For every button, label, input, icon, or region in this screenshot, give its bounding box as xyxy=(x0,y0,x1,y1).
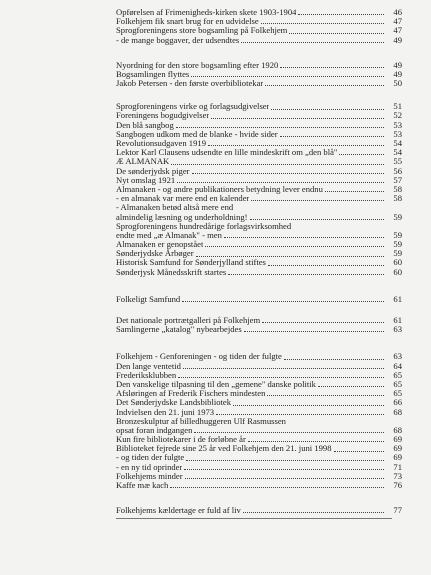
toc-entry-title: Folkehjems kældertage er fuld af liv xyxy=(116,506,241,516)
toc-entry-title: Folkehjem - Genforeningen - og tiden der fulgte xyxy=(116,352,282,362)
toc-page-number: 66 xyxy=(393,397,402,408)
dot-leader xyxy=(211,118,384,119)
toc-entry xyxy=(116,434,402,445)
toc-entry xyxy=(116,229,402,240)
toc-entry xyxy=(116,119,402,130)
toc-entry-title: Almanaken - og andre publikationers betydning lever endnu xyxy=(116,184,323,194)
dot-leader xyxy=(298,14,384,15)
toc-entry xyxy=(116,110,402,121)
toc-entry xyxy=(116,424,402,435)
dot-leader xyxy=(268,265,384,266)
toc-page-number: 64 xyxy=(393,360,402,371)
toc-page-number: 54 xyxy=(393,138,402,149)
toc-entry-title: Sprogforeningens virke og forlagsudgivelser xyxy=(116,102,270,112)
toc-page-number: 65 xyxy=(393,388,402,399)
toc-entry-title: Kun fire bibliotekarer i de forløbne år xyxy=(116,435,246,445)
toc-entry-title: Folkeligt Samfund xyxy=(116,294,181,304)
toc-entry xyxy=(116,203,386,212)
toc-entry xyxy=(116,78,402,89)
dot-leader xyxy=(267,395,384,396)
toc-entry-title: - en ny tid oprinder xyxy=(116,462,183,472)
dot-leader xyxy=(205,246,384,247)
dot-leader xyxy=(233,405,384,406)
toc-page-number: 47 xyxy=(393,16,402,27)
dot-leader xyxy=(334,451,384,452)
dot-leader xyxy=(248,441,384,442)
toc-entry xyxy=(116,174,402,185)
toc-page-number: 56 xyxy=(393,165,402,176)
toc-entry-title: - en almanak var mere end en kalender xyxy=(116,194,250,204)
toc-entry-title: Folkehjem fik snart brug for en udvidelse xyxy=(116,17,259,27)
toc-entry-title: Folkehjems minder xyxy=(116,471,183,481)
toc-entry xyxy=(116,147,402,158)
toc-page-number: 59 xyxy=(393,229,402,240)
toc-page-number: 47 xyxy=(393,25,402,36)
toc-entry-title: Revolutionsudgaven 1919 xyxy=(116,139,206,149)
toc-entry xyxy=(116,34,402,45)
toc-entry-title: Opførelsen af Frimenigheds-kirken skete 1903-1904 xyxy=(116,7,297,17)
dot-leader xyxy=(235,210,384,211)
toc-page-number: 58 xyxy=(393,193,402,204)
dot-leader xyxy=(250,219,384,220)
dot-leader xyxy=(280,136,384,137)
toc-entry xyxy=(116,59,402,70)
toc-entry xyxy=(116,248,402,259)
toc-page-number: 76 xyxy=(393,480,402,491)
toc-entry-title: Sangbogen udkom med de blanke - hvide sider xyxy=(116,129,278,139)
toc-entry-title: De sønderjydsk piger xyxy=(116,166,190,176)
toc-entry xyxy=(116,193,402,204)
toc-entry-title: Sønderjysk Månedsskrift startes xyxy=(116,267,227,277)
toc-entry-title: Det Sønderjydske Landsbibliotek xyxy=(116,398,232,408)
toc-page-number: 65 xyxy=(393,378,402,389)
toc-entry-title: endte med „æ Almanak" - men xyxy=(116,230,222,240)
toc-entry xyxy=(116,6,402,17)
dot-leader xyxy=(318,386,384,387)
toc-entry xyxy=(116,324,402,335)
toc-entry-title: Den blå sangbog xyxy=(116,120,174,130)
toc-page-number: 65 xyxy=(393,369,402,380)
dot-leader xyxy=(192,173,384,174)
dot-leader xyxy=(194,432,384,433)
dot-leader xyxy=(243,512,384,513)
toc-entry-title: Biblioteket fejrede sine 25 år ved Folkehjem den 21. juni 1998 xyxy=(116,444,332,454)
dot-leader xyxy=(191,76,384,77)
toc-page-number: 49 xyxy=(393,34,402,45)
toc-entry-title: Jakob Petersen - den første overbibliotekar xyxy=(116,79,264,89)
toc-page-number: 69 xyxy=(393,443,402,454)
toc-page-number: 60 xyxy=(393,266,402,277)
toc-entry-title: almindelig læsning og underholdning! xyxy=(116,212,248,222)
toc-entry xyxy=(116,293,402,304)
toc-entry-title: Sønderjydske Årbøger xyxy=(116,249,194,259)
toc-entry-title: Bogsamlingen flyttes xyxy=(116,69,190,79)
toc-page-number: 58 xyxy=(393,183,402,194)
toc-entry xyxy=(116,68,402,79)
toc-page-number: 59 xyxy=(393,211,402,222)
toc-entry-title: Lektor Karl Clausens udsendte en lille mindeskrift om „den blå" xyxy=(116,148,338,158)
toc-entry-title: Æ ALMANAK xyxy=(116,157,170,167)
dot-leader xyxy=(244,331,384,332)
bottom-rule xyxy=(116,518,392,519)
dot-leader xyxy=(288,423,384,424)
dot-leader xyxy=(251,200,384,201)
toc-page-number: 53 xyxy=(393,128,402,139)
dot-leader xyxy=(224,237,384,238)
toc-page-number: 55 xyxy=(393,156,402,167)
toc-entry xyxy=(116,369,402,380)
dot-leader xyxy=(208,145,384,146)
toc-entry-title: Sprogforeningens hundredårige forlagsvirksomhed xyxy=(116,221,292,231)
dot-leader xyxy=(177,182,384,183)
dot-leader xyxy=(171,164,384,165)
toc-entry xyxy=(116,417,386,426)
toc-entry-title: Nyt omslag 1921 xyxy=(116,175,176,185)
toc-page-number: 68 xyxy=(393,424,402,435)
dot-leader xyxy=(241,42,384,43)
toc-entry-title: opsat foran indgangen xyxy=(116,425,193,435)
dot-leader xyxy=(262,322,384,323)
toc-entry xyxy=(116,378,402,389)
toc-entry xyxy=(116,25,402,36)
toc-page-number: 54 xyxy=(393,147,402,158)
toc-page-number: 77 xyxy=(393,505,402,516)
dot-leader xyxy=(228,274,384,275)
toc-entry xyxy=(116,266,402,277)
toc-entry-title: Afsløringen af Frederik Fischers mindesten xyxy=(116,389,266,399)
toc-entry-title: Almanaken er genopstået xyxy=(116,240,204,250)
toc-entry-title: Indvielsen den 21. juni 1973 xyxy=(116,407,215,417)
toc-section xyxy=(0,8,431,45)
toc-entry xyxy=(116,315,402,326)
dot-leader xyxy=(178,377,384,378)
toc-page-number: 63 xyxy=(393,351,402,362)
dot-leader xyxy=(325,191,384,192)
dot-leader xyxy=(280,67,384,68)
toc-section xyxy=(0,295,431,304)
toc-section xyxy=(0,352,431,490)
dot-leader xyxy=(170,487,384,488)
dot-leader xyxy=(271,109,384,110)
toc-entry-title: Historisk Samfund for Sønderjylland stiftes xyxy=(116,258,266,268)
toc-entry xyxy=(116,128,402,139)
dot-leader xyxy=(293,228,384,229)
toc-page-number: 63 xyxy=(393,324,402,335)
toc-page-number: 59 xyxy=(393,239,402,250)
toc-entry-title: Frederiksklubben xyxy=(116,370,177,380)
toc-entry xyxy=(116,461,402,472)
toc-entry xyxy=(116,257,402,268)
toc-section xyxy=(0,316,431,334)
toc-page-number: 69 xyxy=(393,452,402,463)
toc-page-number: 68 xyxy=(393,406,402,417)
dot-leader xyxy=(284,359,384,360)
toc-page-number: 57 xyxy=(393,174,402,185)
toc-entry xyxy=(116,138,402,149)
toc-entry-title: - de mange boggaver, der udsendtes xyxy=(116,35,240,45)
dot-leader xyxy=(182,301,384,302)
toc-entry xyxy=(116,351,402,362)
dot-leader xyxy=(176,127,384,128)
dot-leader xyxy=(196,256,384,257)
toc-entry xyxy=(116,360,402,371)
toc-entry-title: Kaffe mæ kach xyxy=(116,481,169,491)
toc-page-number: 49 xyxy=(393,59,402,70)
toc-entry xyxy=(116,505,402,516)
toc-entry-title: Den lange ventetid xyxy=(116,361,181,371)
toc-page-number: 59 xyxy=(393,248,402,259)
toc-entry-title: Den vanskelige tilpasning til den „gemene" danske politik xyxy=(116,379,316,389)
toc-entry xyxy=(116,388,402,399)
toc-entry xyxy=(116,239,402,250)
toc-entry xyxy=(116,443,402,454)
toc-section xyxy=(0,61,431,89)
toc-entry xyxy=(116,211,402,222)
toc-section xyxy=(0,506,431,515)
toc-entry-title: Det nationale portrætgalleri på Folkehjem xyxy=(116,316,261,326)
toc-page-number: 49 xyxy=(393,68,402,79)
toc-entry xyxy=(116,156,402,167)
dot-leader xyxy=(184,469,384,470)
toc-entry-title: Bronzeskulptur af billedhuggeren Ulf Rasmussen xyxy=(116,416,286,426)
toc-entry xyxy=(116,397,402,408)
toc-entry-title: Foreningens bogudgivelser xyxy=(116,111,210,121)
dot-leader xyxy=(183,368,384,369)
toc-entry xyxy=(116,406,402,417)
toc-page-number: 52 xyxy=(393,110,402,121)
toc-page-number: 61 xyxy=(393,315,402,326)
toc-entry xyxy=(116,222,386,231)
toc-page-number: 50 xyxy=(393,78,402,89)
dot-leader xyxy=(216,414,384,415)
toc-page-number: 71 xyxy=(393,461,402,472)
toc-page-number: 46 xyxy=(393,6,402,17)
dot-leader xyxy=(265,85,384,86)
toc-page-number: 51 xyxy=(393,101,402,112)
dot-leader xyxy=(289,33,384,34)
toc-entry-title: Nyordning for den store bogsamling efter 1920 xyxy=(116,60,279,70)
dot-leader xyxy=(185,478,384,479)
toc-page-number: 73 xyxy=(393,470,402,481)
dot-leader xyxy=(186,460,384,461)
toc-entry xyxy=(116,101,402,112)
toc-entry xyxy=(116,470,402,481)
toc-entry-title: - og tiden der fulgte xyxy=(116,453,185,463)
dot-leader xyxy=(261,23,384,24)
dot-leader xyxy=(339,154,384,155)
toc-page-number: 61 xyxy=(393,293,402,304)
toc-entry-title: - Almanaken betød altså mere end xyxy=(116,203,234,213)
toc-entry-title: Samlingerne „katalog" nybearbejdes xyxy=(116,325,242,335)
toc-page-number: 60 xyxy=(393,257,402,268)
toc-entry xyxy=(116,452,402,463)
toc-entry xyxy=(116,480,402,491)
toc-section xyxy=(0,102,431,277)
toc-page-number: 53 xyxy=(393,119,402,130)
toc-entry xyxy=(116,165,402,176)
toc-entry xyxy=(116,16,402,27)
toc-page-number: 69 xyxy=(393,434,402,445)
toc-entry xyxy=(116,183,402,194)
toc-entry-title: Sprogforeningens store bogsamling på Folkehjem xyxy=(116,26,288,36)
